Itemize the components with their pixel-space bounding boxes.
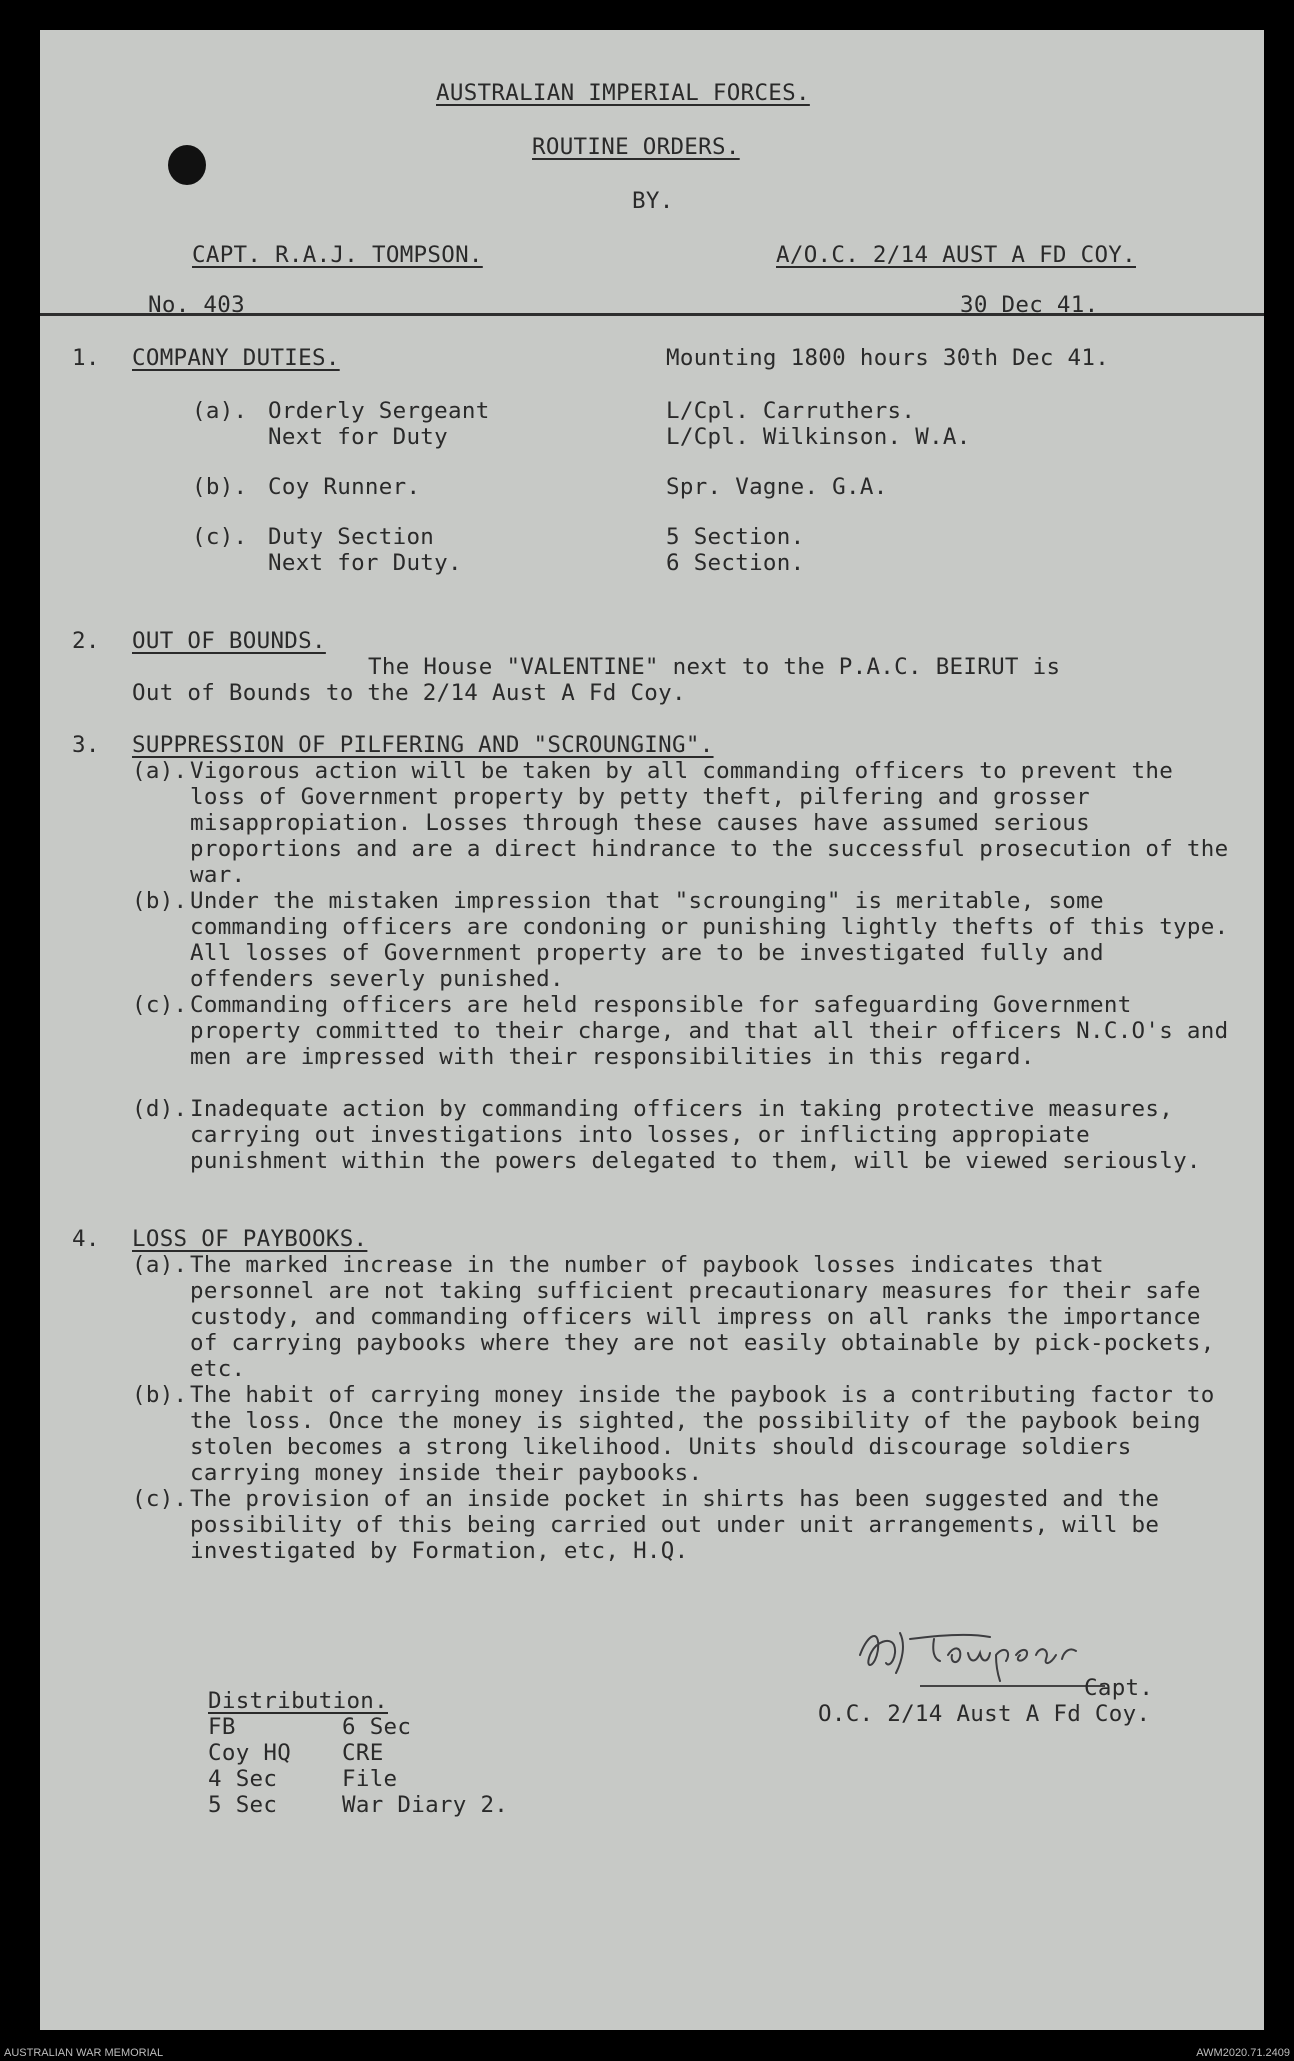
accession-number: AWM2020.71.2409 xyxy=(1196,2047,1290,2059)
distribution-entry: 5 Sec xyxy=(208,1792,278,1818)
order-item xyxy=(132,1486,1242,1564)
archive-name: AUSTRALIAN WAR MEMORIAL xyxy=(4,2047,164,2059)
item-label: (d). xyxy=(132,1096,188,1122)
archive-footer xyxy=(0,2031,1294,2061)
paragraph-line: The House "VALENTINE" next to the P.A.C. BEIRUT is xyxy=(368,654,1061,680)
issuer-position: A/O.C. 2/14 AUST A FD COY. xyxy=(776,242,1136,268)
order-item xyxy=(132,888,1242,992)
by-line: BY. xyxy=(632,188,674,214)
distribution-heading: Distribution. xyxy=(208,1688,388,1714)
duty-assignee: 5 Section. xyxy=(666,524,805,550)
order-date: 30 Dec 41. xyxy=(960,292,1099,318)
section-number: 1. xyxy=(72,345,100,371)
section-number: 4. xyxy=(72,1226,100,1252)
punch-hole xyxy=(168,145,206,185)
item-text: The marked increase in the number of paybook losses indicates that personnel are not taking sufficient precautionary measures for their safe custody, and commanding officers will impress on all ranks the importance of carrying paybooks where they are not easily obtainable by pick-pockets, etc. xyxy=(190,1252,1215,1382)
distribution-entry: War Diary 2. xyxy=(342,1792,509,1818)
duty-role: Next for Duty xyxy=(268,424,448,450)
item-label: (a). xyxy=(132,1252,188,1278)
item-label: (c). xyxy=(132,1486,188,1512)
issuer-name: CAPT. R.A.J. TOMPSON. xyxy=(192,242,483,268)
order-item xyxy=(132,1252,1242,1382)
document-page xyxy=(40,30,1264,2030)
order-item xyxy=(132,992,1242,1070)
item-label: (b). xyxy=(132,1382,188,1408)
section-heading: COMPANY DUTIES. xyxy=(132,345,340,371)
section-number: 2. xyxy=(72,628,100,654)
duty-assignee: L/Cpl. Carruthers. xyxy=(666,398,916,424)
item-text: Vigorous action will be taken by all commanding officers to prevent the loss of Government property by petty theft, pilfering and grosser misappropiation. Losses through these causes have assumed serious proportions and are a direct hindrance to the successful prosecution of the war. xyxy=(190,758,1229,888)
item-label: (a). xyxy=(132,758,188,784)
item-label: (c). xyxy=(192,524,248,550)
order-item xyxy=(132,1382,1242,1486)
signatory-title: O.C. 2/14 Aust A Fd Coy. xyxy=(818,1701,1151,1727)
distribution-entry: 4 Sec xyxy=(208,1766,278,1792)
section-heading: LOSS OF PAYBOOKS. xyxy=(132,1226,368,1252)
distribution-entry: Coy HQ xyxy=(208,1740,292,1766)
duty-role: Next for Duty. xyxy=(268,550,462,576)
item-label: (c). xyxy=(132,992,188,1018)
mounting-time: Mounting 1800 hours 30th Dec 41. xyxy=(666,345,1110,371)
duty-assignee: Spr. Vagne. G.A. xyxy=(666,474,888,500)
duty-role: Duty Section xyxy=(268,524,435,550)
item-text: The provision of an inside pocket in shirts has been suggested and the possibility of this being carried out under unit arrangements, will be investigated by Formation, etc, H.Q. xyxy=(190,1486,1160,1564)
duty-role: Orderly Sergeant xyxy=(268,398,490,424)
document-subtitle: ROUTINE ORDERS. xyxy=(532,134,740,160)
item-label: (b). xyxy=(192,474,248,500)
item-text: Commanding officers are held responsible for safeguarding Government property committed to their charge, and that all their officers N.C.O's and men are impressed with their responsibilities in this regard. xyxy=(190,992,1229,1070)
order-number: No. 403 xyxy=(148,292,245,318)
duty-assignee: L/Cpl. Wilkinson. W.A. xyxy=(666,424,971,450)
section-number: 3. xyxy=(72,732,100,758)
paragraph-line: Out of Bounds to the 2/14 Aust A Fd Coy. xyxy=(132,680,686,706)
distribution-entry: 6 Sec xyxy=(342,1714,412,1740)
item-text: Under the mistaken impression that "scrounging" is meritable, some commanding officers are condoning or punishing lightly thefts of this type. All losses of Government property are to be investigated fully and offenders severly punished. xyxy=(190,888,1229,992)
item-text: The habit of carrying money inside the paybook is a contributing factor to the loss. Once the money is sighted, the possibility of the paybook being stolen becomes a strong likelihood. Units should discourage soldiers carrying money inside their paybooks. xyxy=(190,1382,1215,1486)
order-item xyxy=(132,758,1242,888)
item-text: Inadequate action by commanding officers in taking protective measures, carrying out investigations into losses, or inflicting appropiate punishment within the powers delegated to them, will be viewed seriously. xyxy=(190,1096,1201,1174)
order-item xyxy=(132,1096,1242,1174)
item-label: (b). xyxy=(132,888,188,914)
distribution-entry: File xyxy=(342,1766,398,1792)
signature-line xyxy=(920,1685,1105,1687)
signatory-rank: Capt. xyxy=(1084,1675,1154,1701)
section-heading: SUPPRESSION OF PILFERING AND "SCROUNGING". xyxy=(132,732,714,758)
document-title: AUSTRALIAN IMPERIAL FORCES. xyxy=(436,80,810,106)
duty-role: Coy Runner. xyxy=(268,474,421,500)
item-label: (a). xyxy=(192,398,248,424)
distribution-entry: FB xyxy=(208,1714,236,1740)
section-heading: OUT OF BOUNDS. xyxy=(132,628,326,654)
duty-assignee: 6 Section. xyxy=(666,550,805,576)
distribution-entry: CRE xyxy=(342,1740,384,1766)
